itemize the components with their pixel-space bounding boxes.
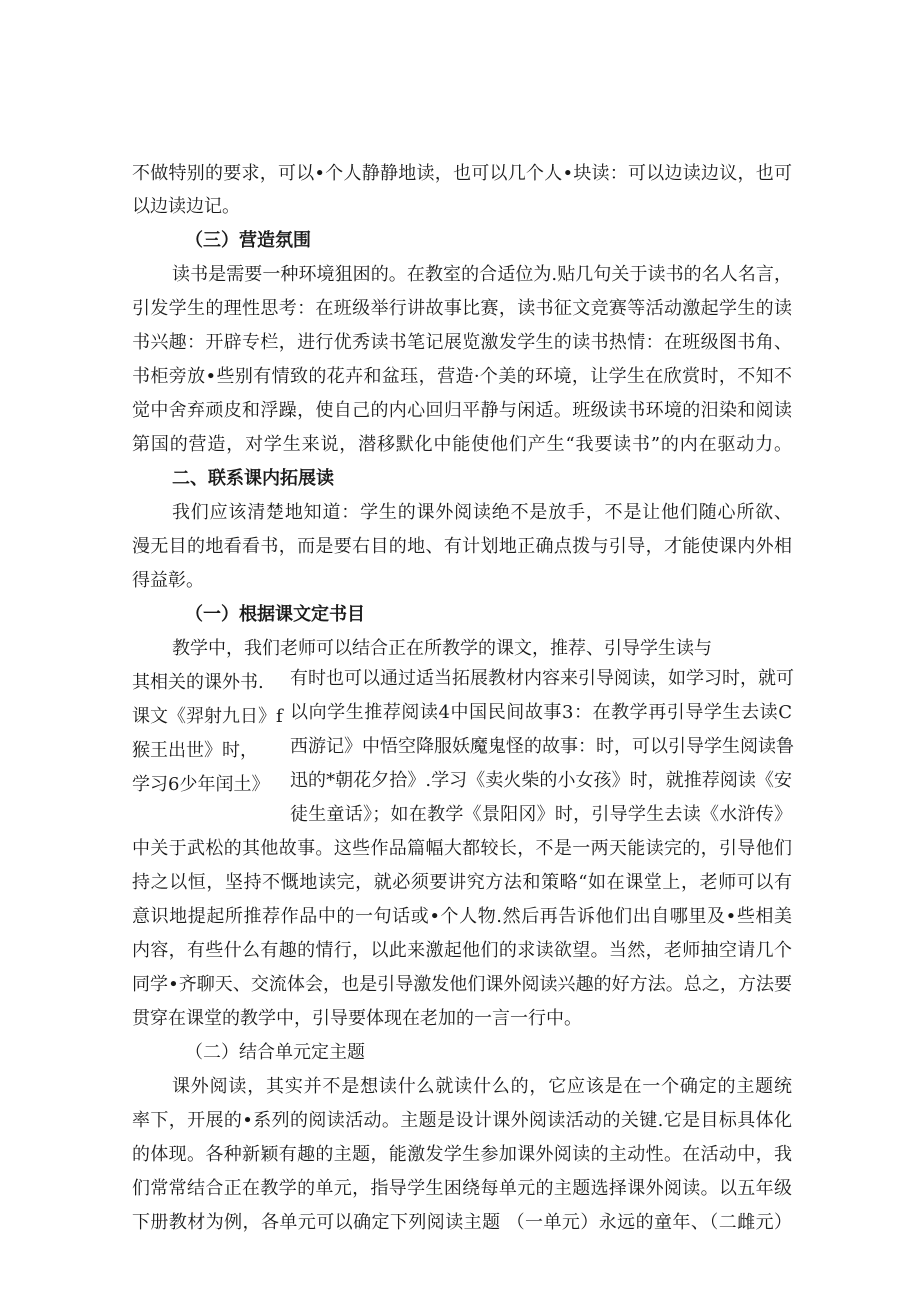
- right-column-line: 以向学生推荐阅读4中国民间故事3：在教学再引导学生去读C: [290, 702, 792, 723]
- left-column-line: 课文《羿射九日》f: [132, 706, 283, 727]
- section-heading: 二、联系课内拓展读: [172, 468, 334, 489]
- paragraph-line: 率下，开展的•系列的阅读活动。主题是设计课外阅读活动的关键.它是目标具体化: [132, 1110, 792, 1131]
- paragraph-line: 意识地提起所推荐作品中的一句话或•个人物.然后再告诉他们出自哪里及•些相美: [132, 906, 792, 927]
- paragraph-line: 们常常结合正在教学的单元，指导学生困绕每单元的主题选择课外阅读。以五年级: [132, 1178, 792, 1199]
- section-heading: （一）根据课文定书目: [185, 604, 365, 625]
- paragraph-line: 教学中，我们老师可以结合正在所教学的课文，推荐、引导学生读与: [172, 638, 712, 659]
- paragraph-line: 书柜旁放•些别有情致的花卉和盆珏，营造·个美的环境，让学生在欣赏时，不知不: [132, 366, 792, 387]
- right-column-line: 徒生童话》；如在教学《景阳冈》时，引导学生去读《水浒传》: [290, 804, 792, 825]
- paragraph-line: 的体现。各种新颖有趣的主题，能激发学生参加课外阅读的主动性。在活动中，我: [132, 1144, 792, 1165]
- right-column-line: 迅的*朝花夕拾》.学习《卖火柴的小女孩》时，就推荐阅读《安: [290, 770, 792, 791]
- left-column-line: 学习6少年闰土》: [132, 774, 270, 795]
- paragraph-line: 第国的营造，对学生来说，潜移默化中能使他们产生“我要读书”的内在驱动力。: [132, 434, 792, 455]
- section-heading: （二）结合单元定主题: [185, 1042, 365, 1063]
- paragraph-line: 觉中舍弃顽皮和浮躁，使自己的内心回归平静与闲适。班级读书环境的汨染和阅读: [132, 400, 792, 421]
- right-column-line: 西游记》中悟空降服妖魔鬼怪的故事：时，可以引导学生阅读鲁: [290, 736, 794, 757]
- paragraph-line: 得益彰。: [132, 570, 204, 591]
- paragraph-line: 下册教材为例，各单元可以确定下列阅读主题 （一单元）永远的童年、（二雌元）: [132, 1212, 792, 1233]
- paragraph-line: 中关于武松的其他故事。这些作品篇幅大都较长，不是一两天能读完的，引导他们: [132, 838, 792, 859]
- paragraph-line: 我们应该清楚地知道：学生的课外阅读绝不是放手，不是让他们随心所欲、: [172, 502, 792, 523]
- paragraph-line: 以边读边记。: [132, 196, 240, 217]
- paragraph-line: 不做特别的要求，可以•个人静静地读，也可以几个人•块读：可以边读边议，也可: [132, 163, 792, 184]
- left-column-line: 其相关的课外书.: [132, 672, 264, 693]
- paragraph-line: 书兴趣：开辟专栏，进行优秀读书笔记展览激发学生的读书热情：在班级图书角、: [132, 332, 792, 353]
- right-column-line: 有时也可以通过适当拓展教材内容来引导阅读，如学习时，就可: [290, 668, 794, 689]
- paragraph-line: 引发学生的理性思考：在班级举行讲故事比赛，读书征文竞赛等活动激起学生的读: [132, 298, 792, 319]
- paragraph-line: 持之以恒，坚持不慨地读完，就必须要讲究方法和策略“如在课堂上，老师可以有: [132, 872, 792, 893]
- section-heading: （三）营造氛围: [185, 230, 311, 251]
- paragraph-line: 课外阅读，其实并不是想读什么就读什么的，它应该是在一个确定的主题统: [172, 1076, 792, 1097]
- paragraph-line: 同学•齐聊天、交流体会，也是引导激发他们课外阅读兴趣的好方法。总之，方法要: [132, 974, 792, 995]
- left-column-line: 猴王出世》时，: [132, 740, 258, 761]
- paragraph-line: 贯穿在课堂的教学中，引导要体现在老加的一言一行中。: [132, 1008, 582, 1029]
- paragraph-line: 读书是需要一种环境狙困的。在教室的合适位为.贴几句关于读书的名人名言，: [172, 264, 792, 285]
- paragraph-line: 内容，有些什么有趣的情行，以此来激起他们的求读欲望。当然，老师抽空请几个: [132, 940, 792, 961]
- paragraph-line: 漫无目的地看看书，而是要右目的地、有计划地正确点拨与引导，才能使课内外相: [132, 536, 792, 557]
